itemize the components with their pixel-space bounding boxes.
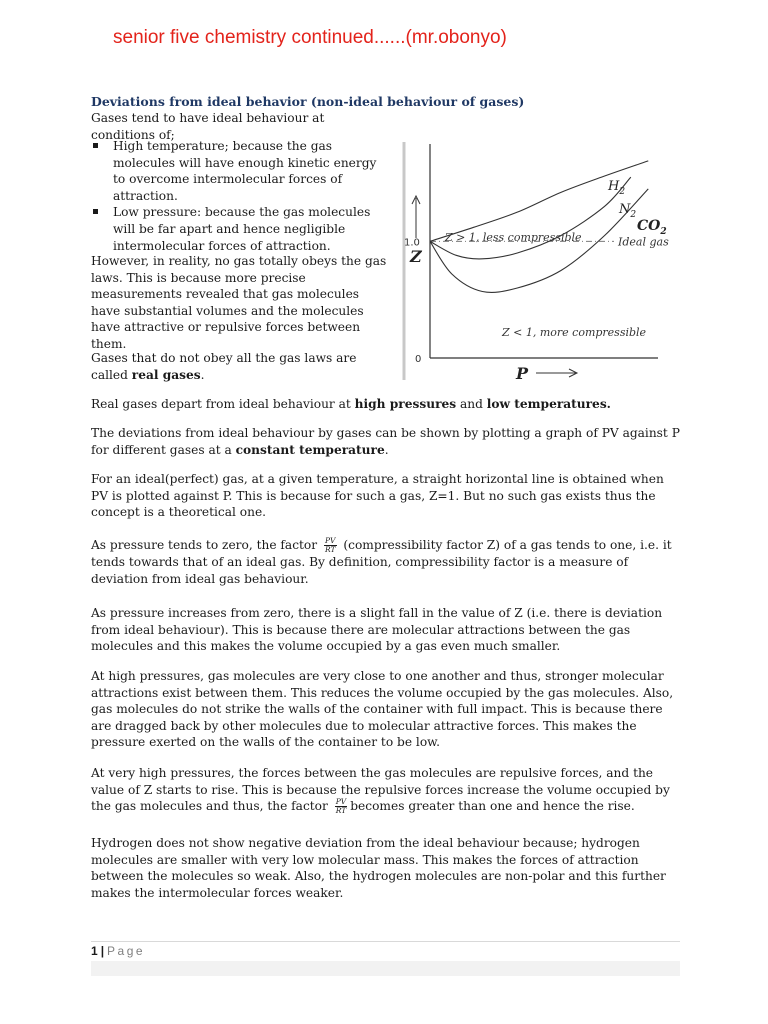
text-run: becomes greater than one and hence the rise. — [350, 799, 635, 814]
page-number: 1 — [91, 944, 98, 958]
bold-term: low temperatures. — [486, 397, 611, 411]
conditions-list — [91, 138, 391, 254]
intro-text: Gases tend to have ideal behaviour at conditions of; — [91, 111, 325, 142]
series-label: $H_2$ — [608, 179, 626, 197]
reality-paragraph: However, in reality, no gas totally obeys the gas laws. This is because more precise measurements revealed that gas molecules have substantial volumes and the molecules have attractive or repulsive forces between them. — [91, 254, 387, 351]
chart-svg — [396, 138, 686, 388]
y-axis-label: Z — [410, 247, 422, 266]
series-label-subscript: 2 — [660, 227, 667, 237]
series-label-subscript: 2 — [630, 210, 637, 220]
pv-rt-fraction — [335, 798, 348, 815]
bullet-text: Low pressure: because the gas molecules will be far apart and hence negligible intermolecular forces of attraction. — [113, 205, 371, 253]
text-run: Real gases depart from ideal behaviour at — [91, 397, 355, 411]
factor-paragraph — [91, 537, 681, 587]
depart-paragraph — [91, 396, 681, 413]
bold-term: real gases — [131, 367, 201, 382]
text-run: Gases that do not obey all the gas laws are called — [91, 351, 357, 382]
text-run: (compressibility factor Z) of a gas tends to one, i.e. it tends towards that of an ideal gas. By definition, compressibility factor is a measure of deviation from ideal gas behaviour. — [91, 538, 672, 586]
series-label: $N_2$ — [619, 202, 637, 220]
text-run: . — [384, 442, 389, 457]
y-tick-label: 1.0 — [404, 237, 420, 249]
compressibility-chart — [396, 138, 686, 388]
bold-term: high pressures — [354, 397, 457, 411]
fraction-numerator: PV — [335, 797, 347, 807]
deviations-paragraph — [91, 425, 681, 458]
text-run: As pressure tends to zero, the factor — [91, 538, 321, 552]
text-run: and — [456, 397, 487, 411]
bullet-icon — [93, 209, 98, 214]
bold-term: constant temperature — [235, 442, 385, 457]
list-item — [91, 204, 391, 254]
bullet-text: High temperature; because the gas molecules will have enough kinetic energy to overcome intermolecular forces of attraction. — [113, 139, 377, 203]
footer-divider — [91, 941, 680, 942]
pressure-increase-paragraph: As pressure increases from zero, there is a slight fall in the value of Z (i.e. there is deviation from ideal behaviour). This is because there are molecular attractions between the gas molecules and this makes the volume occupied by a gas even much smaller. — [91, 606, 663, 654]
y-tick-label: 0 — [415, 354, 422, 365]
page-footer — [91, 944, 145, 958]
fraction-denominator: RT — [335, 806, 347, 816]
ideal-gas-label: Ideal gas — [618, 235, 669, 249]
series-line — [430, 161, 648, 242]
series-label-subscript: 2 — [619, 187, 626, 197]
text-run: At very high pressures, the forces between the gas molecules are repulsive forces, and the value of Z starts to rise. This is because the repulsive forces increase the volume occupied by the gas molecules and thus, the factor — [91, 766, 670, 814]
annotation-below: Z < 1, more compressible — [502, 326, 647, 339]
text-run: The deviations from ideal behaviour by gases can be shown by plotting a graph of PV against P for different gases at a — [91, 426, 680, 457]
ideal-gas-paragraph: For an ideal(perfect) gas, at a given temperature, a straight horizontal line is obtained when PV is plotted against P. This is because for such a gas, Z=1. But no such gas exists thus the concept is a theoretical one. — [91, 472, 664, 520]
footer-band — [91, 961, 680, 976]
x-axis-label: P — [516, 364, 529, 383]
text-run: . — [200, 367, 205, 382]
bullet-icon — [93, 143, 98, 148]
very-high-pressure-paragraph — [91, 765, 681, 815]
footer-separator: | — [100, 944, 105, 958]
page-label: Page — [107, 944, 146, 958]
list-item — [91, 138, 391, 204]
high-pressure-paragraph: At high pressures, gas molecules are very close to one another and thus, stronger molecular attractions exist between them. This reduces the volume occupied by the gas molecules. Also, gas molecules do not strike the walls of the container with full impact. This is because there are dragged back by other molecules due to molecular attractive forces. This makes the pressure exerted on the walls of the container to be low. — [91, 669, 674, 750]
pv-rt-fraction — [324, 537, 337, 554]
document-header: senior five chemistry continued......(mr.obonyo) — [113, 27, 507, 48]
real-gases-paragraph — [91, 350, 391, 383]
fraction-denominator: RT — [324, 545, 336, 554]
hydrogen-paragraph: Hydrogen does not show negative deviation from the ideal behaviour because; hydrogen molecules are smaller with very low molecular mass. This makes the forces of attraction between the molecules so weak. Also, the hydrogen molecules are non-polar and this further makes the intermolecular forces weaker. — [91, 836, 666, 900]
annotation-above: Z > 1, less compressible — [445, 231, 582, 244]
series-label: $CO_2$ — [637, 218, 667, 237]
series-line — [430, 177, 631, 259]
section-title: Deviations from ideal behavior (non-ideal behaviour of gases) — [91, 94, 525, 109]
fraction-numerator: PV — [325, 536, 336, 545]
